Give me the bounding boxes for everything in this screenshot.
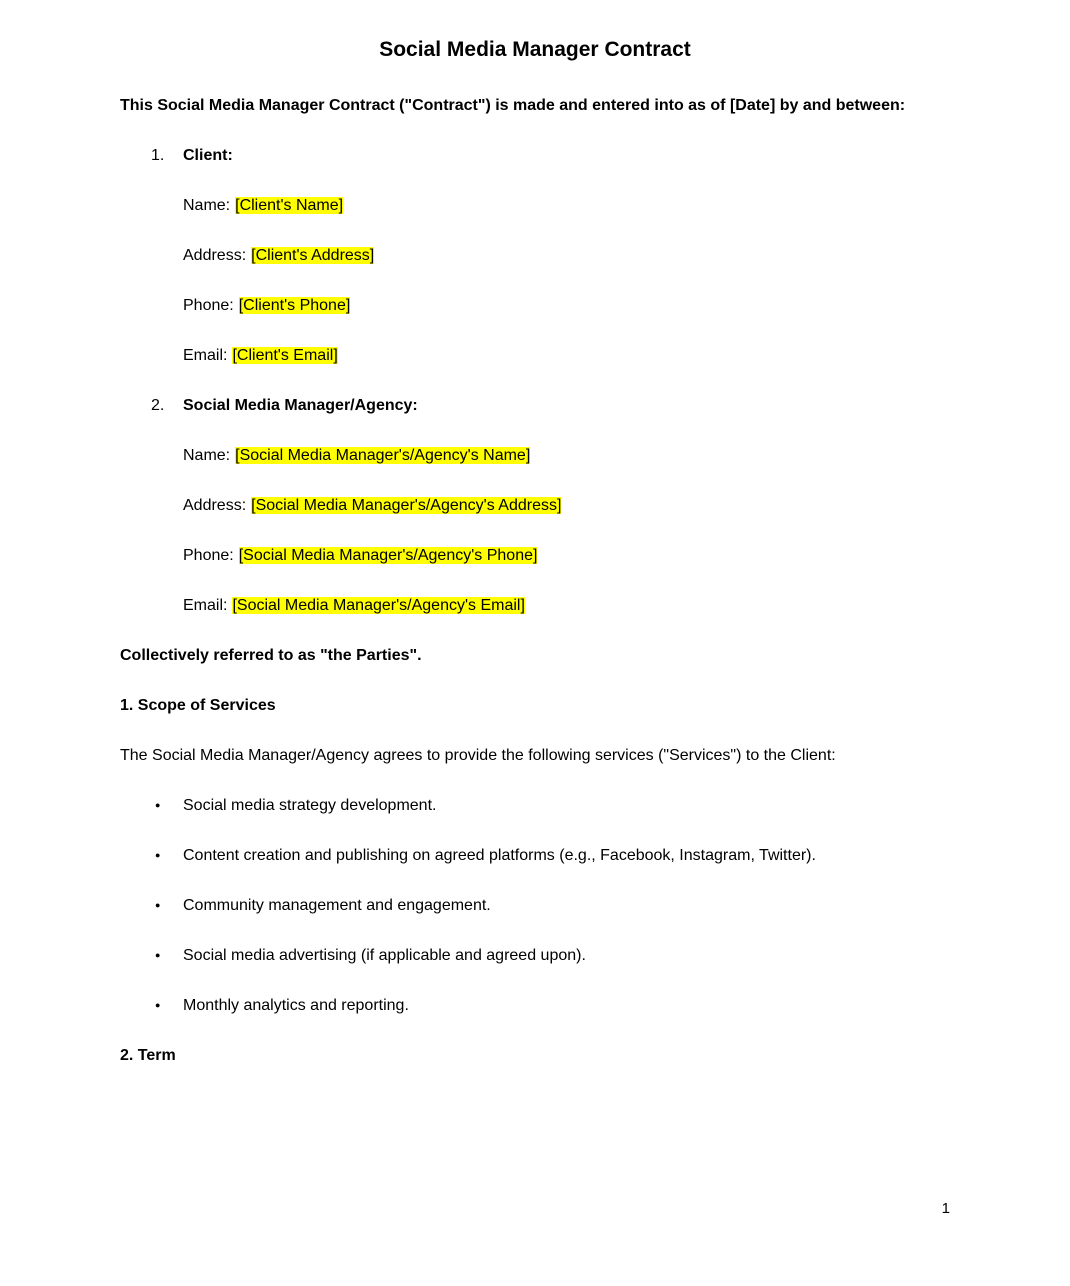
manager-address-field	[120, 492, 950, 519]
bullet-icon: ●	[155, 1000, 161, 1010]
field-label: Name:	[183, 447, 231, 464]
bullet-text: Social media advertising (if applicable and agreed upon).	[183, 947, 586, 964]
document-title: Social Media Manager Contract	[379, 38, 691, 61]
manager-phone-field	[120, 542, 950, 569]
highlighted-placeholder: [Social Media Manager's/Agency's Email]	[232, 597, 525, 614]
manager-name-field	[120, 442, 950, 469]
highlighted-placeholder: [Client's Name]	[235, 197, 344, 214]
field-label: Address:	[183, 247, 247, 264]
bullet-item	[120, 992, 950, 1019]
field-label: Email:	[183, 597, 228, 614]
numbered-item-client	[120, 142, 950, 169]
bullet-item	[120, 842, 950, 869]
list-number: 2.	[151, 397, 165, 414]
bullet-icon: ●	[155, 850, 161, 860]
highlighted-placeholder: [Client's Email]	[232, 347, 338, 364]
bullet-text: Monthly analytics and reporting.	[183, 997, 409, 1014]
collectively-line: Collectively referred to as "the Parties".	[120, 647, 422, 664]
bullet-item	[120, 792, 950, 819]
field-label: Phone:	[183, 547, 234, 564]
highlighted-placeholder: [Social Media Manager's/Agency's Address]	[251, 497, 562, 514]
bullet-text: Content creation and publishing on agreed platforms (e.g., Facebook, Instagram, Twitter).	[183, 847, 816, 864]
highlighted-placeholder: [Client's Address]	[251, 247, 375, 264]
scope-paragraph: The Social Media Manager/Agency agrees to provide the following services ("Services") to the Client:	[120, 747, 836, 764]
client-address-field	[120, 242, 950, 269]
intro-paragraph: This Social Media Manager Contract ("Contract") is made and entered into as of [Date] by and between:	[120, 97, 906, 114]
client-email-field	[120, 342, 950, 369]
field-label: Name:	[183, 197, 231, 214]
field-label: Phone:	[183, 297, 234, 314]
section-heading-term: 2. Term	[120, 1047, 176, 1064]
highlighted-placeholder: [Client's Phone]	[238, 297, 351, 314]
bullet-item	[120, 942, 950, 969]
client-phone-field	[120, 292, 950, 319]
bullet-text: Community management and engagement.	[183, 897, 491, 914]
manager-email-field	[120, 592, 950, 619]
party-label-manager: Social Media Manager/Agency:	[183, 397, 418, 414]
list-number: 1.	[151, 147, 165, 164]
party-label-client: Client:	[183, 147, 233, 164]
field-label: Email:	[183, 347, 228, 364]
highlighted-placeholder: [Social Media Manager's/Agency's Phone]	[238, 547, 538, 564]
page-number: 1	[941, 1200, 950, 1217]
field-label: Address:	[183, 497, 247, 514]
highlighted-placeholder: [Social Media Manager's/Agency's Name]	[235, 447, 531, 464]
bullet-item	[120, 892, 950, 919]
client-name-field	[120, 192, 950, 219]
bullet-text: Social media strategy development.	[183, 797, 437, 814]
section-heading-scope: 1. Scope of Services	[120, 697, 276, 714]
bullet-icon: ●	[155, 900, 161, 910]
bullet-icon: ●	[155, 950, 161, 960]
numbered-item-manager	[120, 392, 950, 419]
bullet-icon: ●	[155, 800, 161, 810]
